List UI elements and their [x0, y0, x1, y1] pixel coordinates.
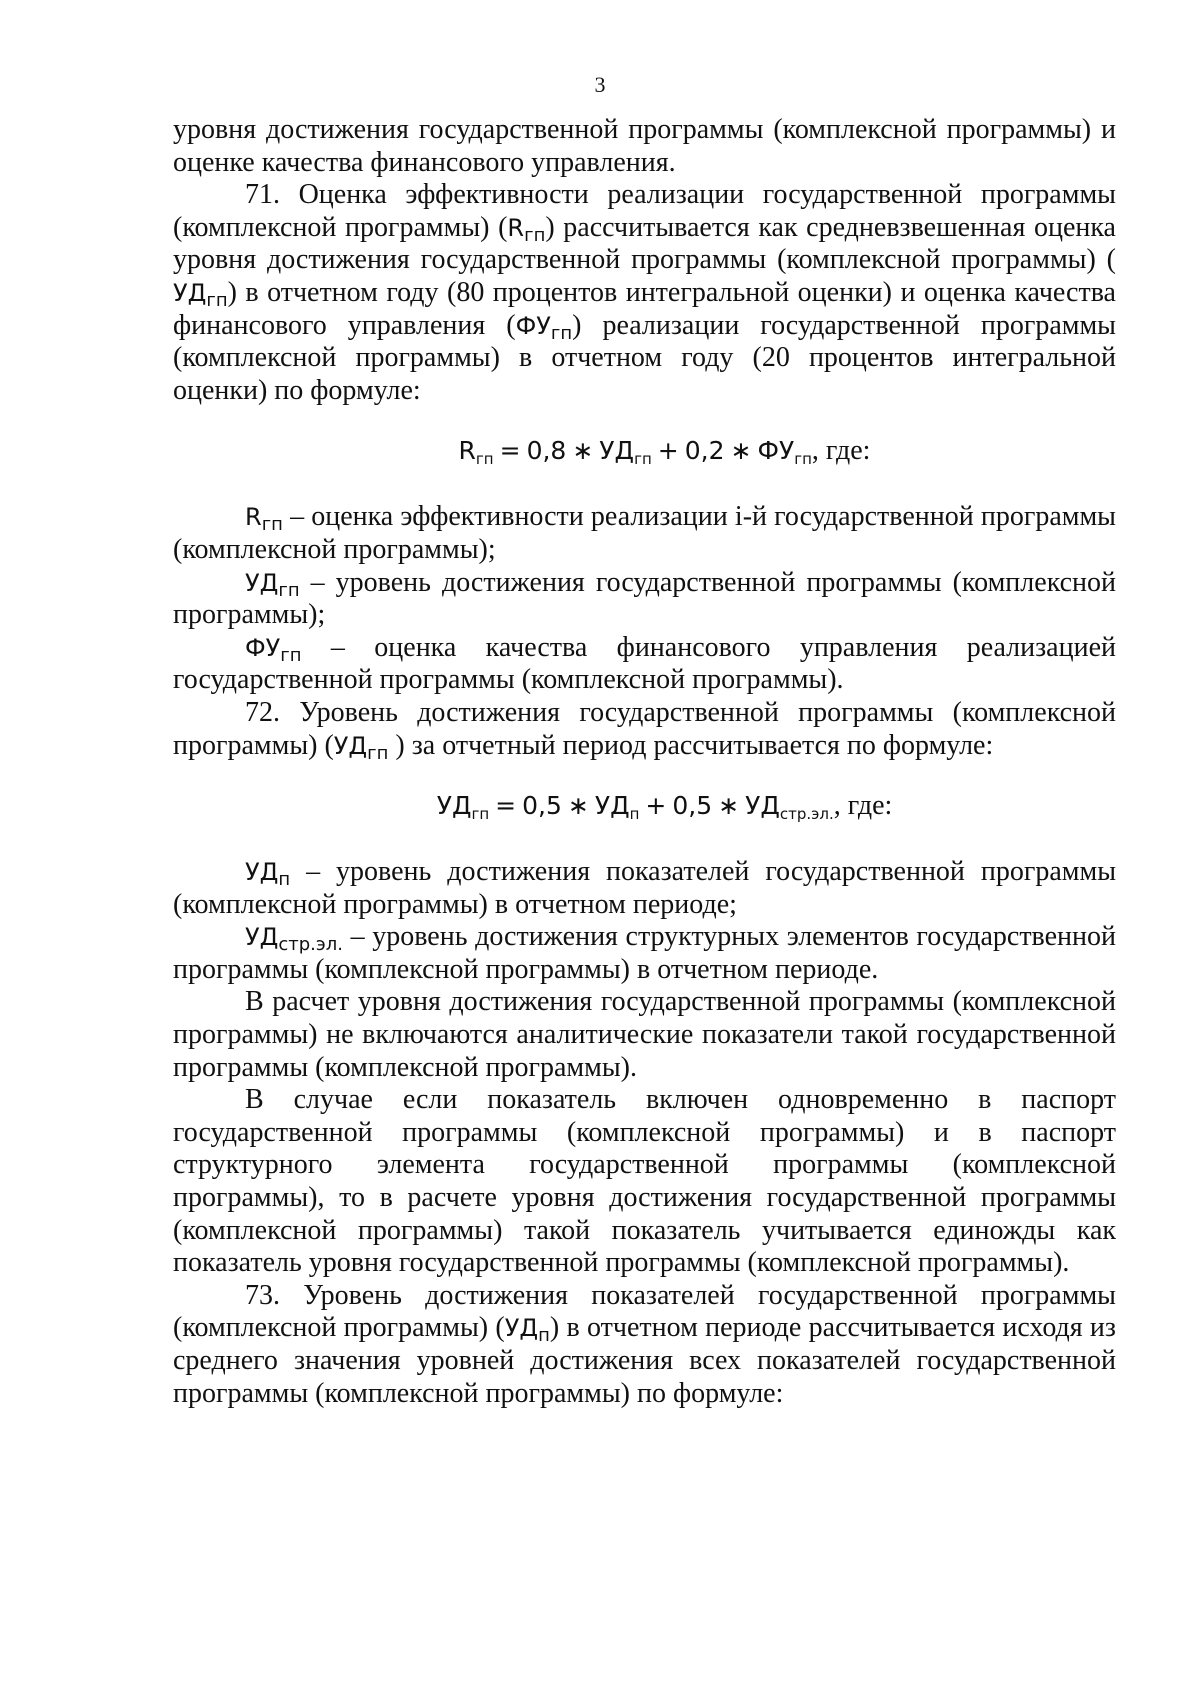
paragraph-72	[173, 697, 1116, 762]
formula-r-gp: $R_{гп} = 0,8$ ∗ $УД_{гп} + 0,2$ ∗ $ФУ_{гп}$, где:	[458, 435, 871, 469]
definition-ud-gp	[173, 567, 1116, 632]
definition-ud-p-text: – уровень достижения показателей государственной программы (комплексной программы) в отчетном периоде;	[173, 856, 1116, 920]
paragraph-71	[173, 179, 1116, 407]
symbol-r-gp: $R_{гп}$	[507, 213, 546, 246]
definition-r-gp-term: $R_{гп}$	[245, 503, 283, 536]
paragraph-73	[173, 1280, 1116, 1410]
paragraph-73-text-b: ) в отчетном периоде рассчитывается исходя из среднего значения уровней достижения всех показателей государственной программы (комплексной программы) по формуле:	[173, 1312, 1116, 1409]
definition-r-gp	[173, 501, 1116, 566]
paragraph-71-text-b: ) рассчитывается как средневзвешенная оценка уровня достижения государственной программы (комплексной программы) (	[173, 211, 1116, 276]
paragraph-case: В случае если показатель включен одновременно в паспорт государственной программы (комплексной программы) и в паспорт структурного элемента государственной программы (комплексной программы), то в расчете уровня достижения государственной программы (комплексной программы) такой показатель учитывается единожды как показатель уровня государственной программы (комплексной программы).	[173, 1084, 1116, 1279]
definition-fu-gp-text: – оценка качества финансового управления реализацией государственной программы (комплексной программы).	[173, 631, 1116, 696]
paragraph-intro: уровня достижения государственной программы (комплексной программы) и оценке качества финансового управления.	[173, 114, 1116, 178]
definition-ud-str-text: – уровень достижения структурных элементов государственной программы (комплексной программы) в отчетном периоде.	[173, 921, 1116, 985]
definition-ud-p	[173, 856, 1116, 921]
paragraph-71-text-d: ) реализации государственной программы (комплексной программы) в отчетном году (20 процентов интегральной оценки) по формуле:	[173, 309, 1116, 406]
definition-fu-gp	[173, 632, 1116, 697]
paragraph-71-text-c: ) в отчетном году (80 процентов интегральной оценки) и оценка качества финансового управления (	[173, 276, 1116, 341]
symbol-fu-gp: $ФУ_{гп}$	[515, 311, 573, 344]
document-body	[173, 114, 1116, 1410]
page-number: 3	[594, 72, 606, 97]
paragraph-72-text-a: 72. Уровень достижения государственной программы (комплексной программы) (	[173, 696, 1116, 761]
definition-ud-gp-text: – уровень достижения государственной программы (комплексной программы);	[173, 566, 1116, 631]
symbol-ud-gp-72: $УД_{гп}$	[333, 731, 389, 764]
formula-ud-gp: $УД_{гп} = 0,5$ ∗ $УД_п + 0,5$ ∗ $УД_{стр.эл.}$, где:	[436, 790, 893, 824]
paragraph-73-text-a: 73. Уровень достижения показателей государственной программы (комплексной программы) (	[173, 1279, 1116, 1344]
paragraph-71-text-a: 71. Оценка эффективности реализации государственной программы (комплексной программы) (	[173, 179, 1116, 243]
paragraph-72-text-b: ) за отчетный период рассчитывается по формуле:	[388, 729, 994, 761]
definition-ud-p-term: $УД_п$	[245, 858, 291, 891]
paragraph-calculation: В расчет уровня достижения государственной программы (комплексной программы) не включаются аналитические показатели такой государственной программы (комплексной программы).	[173, 986, 1116, 1083]
symbol-ud-p: $УД_п$	[504, 1314, 550, 1347]
symbol-ud-gp: $УД_{гп}$	[173, 278, 228, 311]
definition-ud-gp-term: $УД_{гп}$	[245, 568, 300, 601]
definition-fu-gp-term: $ФУ_{гп}$	[245, 633, 302, 666]
definition-r-gp-text: – оценка эффективности реализации i-й государственной программы (комплексной программы);	[173, 501, 1116, 565]
definition-ud-str	[173, 921, 1116, 986]
definition-ud-str-term: $УД_{стр.эл.}$	[245, 923, 344, 956]
